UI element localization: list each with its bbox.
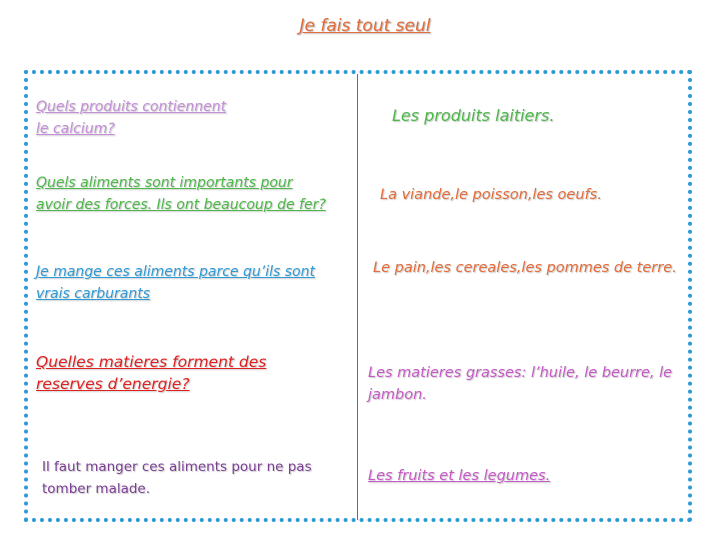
answer-energy: Les matieres grasses: l’huile, le beurre, le jambon. <box>368 365 673 403</box>
question-health: Il faut manger ces aliments pour ne pas tomber malade. <box>42 459 312 497</box>
question-fuel: Je mange ces aliments parce qu’ils sont vrais carburants <box>36 264 315 302</box>
page-title: Je fais tout seul <box>299 16 431 36</box>
answer-calcium: Les produits laitiers. <box>392 106 555 125</box>
question-energy: Quelles matieres forment des reserves d’energie? <box>36 353 267 393</box>
answer-health: Les fruits et les legumes. <box>368 468 551 484</box>
answer-fuel: Le pain,les cereales,les pommes de terre. <box>373 260 677 276</box>
column-divider <box>357 74 358 520</box>
question-iron: Quels aliments sont importants pour avoir des forces. Ils ont beaucoup de fer? <box>36 175 326 213</box>
answer-iron: La viande,le poisson,les oeufs. <box>380 187 602 203</box>
question-calcium: Quels produits contiennent le calcium? <box>36 99 227 137</box>
